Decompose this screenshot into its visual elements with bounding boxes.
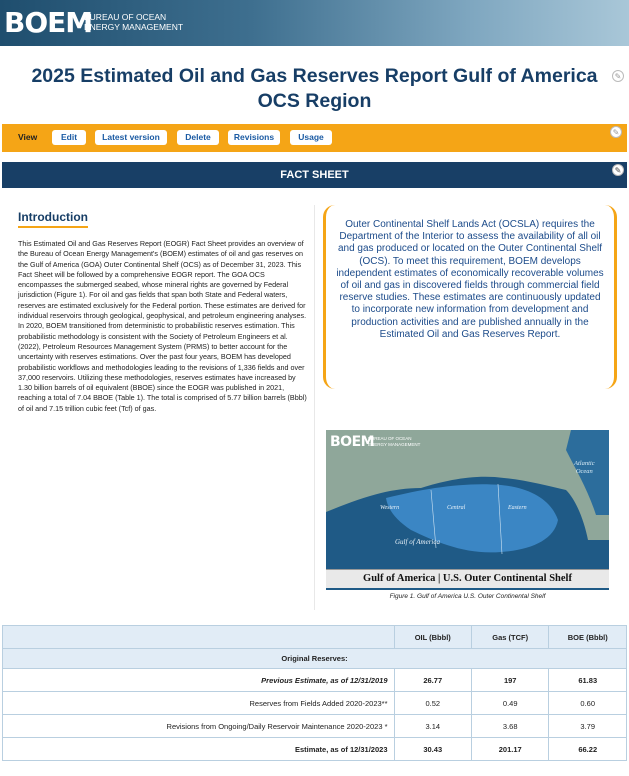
fact-sheet-label: FACT SHEET — [280, 169, 349, 181]
map-label-gulf: Gulf of America — [395, 538, 440, 546]
site-header — [0, 0, 629, 46]
map-caption-bar: Gulf of America | U.S. Outer Continental Shelf — [326, 569, 609, 588]
title-edit-icon[interactable]: ✎ — [612, 70, 624, 82]
boe-value: 0.60 — [549, 692, 627, 715]
figure-caption: Figure 1. Gulf of America U.S. Outer Continental Shelf — [389, 593, 546, 600]
edit-button[interactable]: Edit — [52, 130, 86, 145]
gas-value: 197 — [471, 669, 548, 692]
page-title — [0, 64, 629, 114]
map-boem-logo-subtitle — [368, 436, 420, 447]
gulf-map-graphic — [326, 430, 609, 590]
fact-sheet-banner — [2, 162, 627, 188]
delete-button[interactable]: Delete — [177, 130, 219, 145]
callout-text: Outer Continental Shelf Lands Act (OCSLA) requires the Department of the Interior to assess the availability of all oil and gas produced or located on the Outer Continental Shelf (OCS). To meet this requirement, BOEM develops independent estimates of economically recoverable volumes of oil and gas in discovered fields through commercial field reserve studies. These estimates are continuously updated to incorporate new information from development and production activities and are published annually in the Estimated Oil and Gas Reserves Report. — [336, 219, 604, 340]
intro-heading-underline — [18, 226, 88, 228]
boem-logo-subtitle — [84, 12, 183, 32]
row-label: Previous Estimate, as of 12/31/2019 — [3, 669, 395, 692]
header-cell-label — [3, 626, 395, 649]
table-header-row — [3, 626, 627, 649]
banner-edit-icon[interactable]: ✎ — [612, 164, 624, 176]
intro-paragraph: This Estimated Oil and Gas Reserves Report (EOGR) Fact Sheet provides an overview of the Bureau of Ocean Energy Management's (BOEM) estimates of oil and gas reserves on the Gulf of America (GOA) Outer Continental Shelf (OCS) as of December 31, 2023. This Fact Sheet will be followed by a comprehensive EOGR report. The GOA OCS encompasses the submerged seabed, whose mineral rights are governed by Federal jurisdiction (Figure 1). For oil and gas fields that span both State and Federal waters, reserves are estimated exclusively for the Federal portion. These estimates are derived for individual reservoirs through geological, geophysical, and petroleum engineering analyses. In 2020, BOEM transitioned from deterministic to probabilistic reserves estimation. This probabilistic methodology is consistent with the Society of Petroleum Engineers et al. (2022), Petroleum Resources Management System (PRMS) to better account for the uncertainty with reserves estimations. Over the past four years, BOEM has developed probabilistic workflows and methodologies leading to the revisions of 1,336 fields and over 37,000 reservoirs. Utilizing these methodologies, reserves estimates have increased by 1.30 billion barrels of oil equivalent (BBOE) since the EOGR was published in 2021, reaching a total of 7.04 BBOE (Table 1). The total is comprised of 5.77 billion barrels (Bbbl) of oil and 7.15 trillion cubic feet (Tcf) of gas. — [18, 239, 307, 413]
gulf-map-image — [326, 430, 609, 590]
table-section-row — [3, 649, 627, 669]
boe-value: 66.22 — [549, 738, 627, 761]
gas-value: 3.68 — [471, 715, 548, 738]
admin-toolbar — [2, 124, 627, 152]
toolbar-edit-icon[interactable]: ✎ — [610, 126, 622, 138]
gas-value: 201.17 — [471, 738, 548, 761]
map-label-eastern: Eastern — [508, 505, 527, 511]
map-label-central: Central — [447, 505, 466, 511]
revisions-button[interactable]: Revisions — [228, 130, 280, 145]
row-label: Reserves from Fields Added 2020-2023** — [3, 692, 395, 715]
header-cell-oil: OIL (Bbbl) — [394, 626, 471, 649]
page-title-line2: OCS Region — [257, 90, 372, 112]
logo-subtitle-line2: ENERGY MANAGEMENT — [84, 22, 184, 32]
boem-logo[interactable]: BOEM — [4, 6, 93, 39]
intro-heading: Introduction — [18, 210, 88, 224]
row-label: Estimate, as of 12/31/2023 — [3, 738, 395, 761]
map-label-atlantic — [574, 460, 595, 476]
map-label-atlantic-line1: Atlantic — [574, 460, 595, 467]
boe-value: 61.83 — [549, 669, 627, 692]
map-label-atlantic-line2: Ocean — [575, 468, 593, 475]
oil-value: 30.43 — [394, 738, 471, 761]
map-label-western: Western — [380, 505, 400, 511]
row-label: Revisions from Ongoing/Daily Reservoir Maintenance 2020-2023 * — [3, 715, 395, 738]
usage-button[interactable]: Usage — [290, 130, 332, 145]
oil-value: 0.52 — [394, 692, 471, 715]
table-row — [3, 669, 627, 692]
column-divider — [314, 205, 315, 610]
gas-value: 0.49 — [471, 692, 548, 715]
map-logo-subtitle-line1: BUREAU OF OCEAN — [368, 436, 412, 441]
map-boem-logo: BOEM — [330, 434, 375, 450]
page-title-line1: 2025 Estimated Oil and Gas Reserves Report Gulf of America — [31, 65, 598, 87]
tab-view[interactable]: View — [18, 132, 38, 142]
logo-subtitle-line1: BUREAU OF OCEAN — [84, 12, 167, 22]
table-row — [3, 738, 627, 761]
oil-value: 3.14 — [394, 715, 471, 738]
latest-version-button[interactable]: Latest version — [95, 130, 167, 145]
table-row — [3, 692, 627, 715]
boe-value: 3.79 — [549, 715, 627, 738]
header-cell-boe: BOE (Bbbl) — [549, 626, 627, 649]
oil-value: 26.77 — [394, 669, 471, 692]
table-row — [3, 715, 627, 738]
header-cell-gas: Gas (TCF) — [471, 626, 548, 649]
map-logo-subtitle-line2: ENERGY MANAGEMENT — [368, 441, 421, 447]
section-label-original-reserves: Original Reserves: — [3, 649, 627, 669]
reserves-table — [2, 625, 627, 761]
